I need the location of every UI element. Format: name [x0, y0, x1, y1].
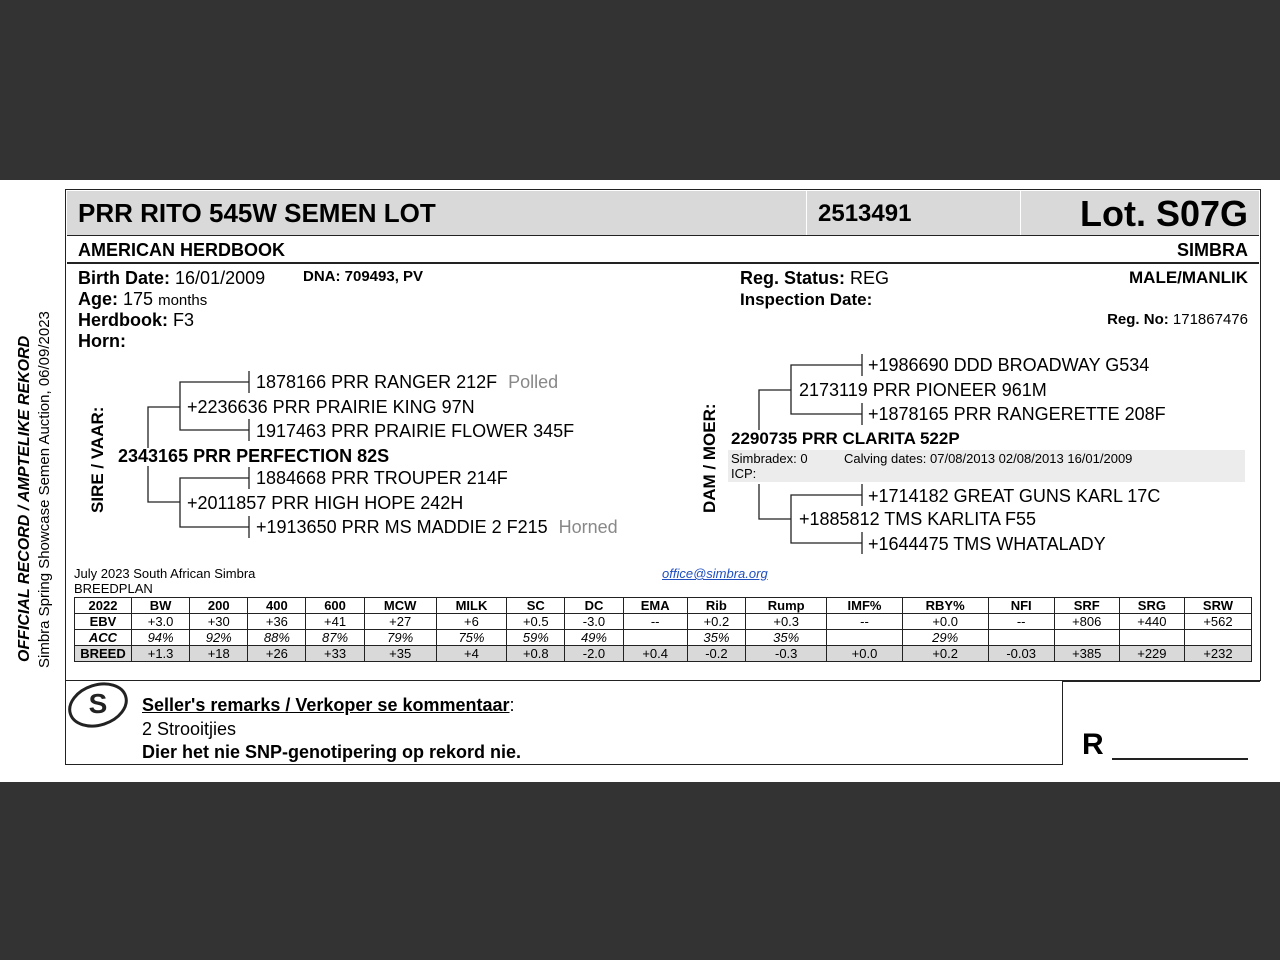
reg-no-label: Reg. No: [1107, 311, 1169, 328]
table-cell: +1.3 [132, 646, 190, 662]
table-cell: 79% [364, 630, 436, 646]
table-cell: +26 [248, 646, 306, 662]
reg-id: 2513491 [818, 200, 912, 227]
table-cell: +0.0 [902, 614, 988, 630]
dam-sire: 2173119 PRR PIONEER 961M [799, 380, 1047, 400]
sire-dam: +2011857 PRR HIGH HOPE 242H [187, 493, 464, 513]
table-cell: -- [988, 614, 1054, 630]
table-cell: SC [507, 598, 565, 614]
table-cell: SRF [1054, 598, 1119, 614]
remarks-title: Seller's remarks / Verkoper se kommentaar [142, 695, 510, 715]
table-cell [827, 630, 902, 646]
dam-dam: +1885812 TMS KARLITA F55 [799, 509, 1036, 529]
table-cell: RBY% [902, 598, 988, 614]
table-cell: 29% [902, 630, 988, 646]
table-cell: +33 [306, 646, 364, 662]
price-input-line[interactable] [1112, 758, 1248, 760]
official-record-label: OFFICIAL RECORD / AMPTELIKE REKORD [16, 335, 33, 662]
dna-info: DNA: 709493, PV [303, 268, 424, 285]
dam-name: 2290735 PRR CLARITA 522P [731, 429, 960, 448]
remarks-line-2: Dier het nie SNP-genotipering op rekord nie. [142, 742, 522, 762]
table-cell: -0.03 [988, 646, 1054, 662]
table-cell: +0.2 [902, 646, 988, 662]
icp-label: ICP: [731, 466, 757, 481]
horn-label: Horn: [78, 331, 126, 351]
table-cell: +6 [436, 614, 507, 630]
sire-dam-sire: 1884668 PRR TROUPER 214F [256, 468, 508, 488]
herdbook-org: AMERICAN HERDBOOK [78, 240, 285, 260]
age-unit: months [158, 292, 208, 309]
table-cell: -- [623, 614, 687, 630]
table-cell: SRG [1119, 598, 1184, 614]
table-cell [1184, 630, 1251, 646]
simbradex: Simbradex: 0 [731, 451, 808, 466]
sire-sire-dam: 1917463 PRR PRAIRIE FLOWER 345F [256, 421, 575, 441]
birth-date-label: Birth Date: [78, 268, 171, 288]
sire-dam-dam [256, 517, 618, 538]
table-cell: 59% [507, 630, 565, 646]
herdbook-label: Herdbook: [78, 310, 168, 330]
table-cell [623, 630, 687, 646]
ebv-source: July 2023 South African Simbra [74, 566, 256, 581]
table-cell [1054, 630, 1119, 646]
table-cell: +0.0 [827, 646, 902, 662]
dam-sire-sire: +1986690 DDD BROADWAY G534 [868, 355, 1150, 375]
table-cell: +385 [1054, 646, 1119, 662]
table-cell: +0.8 [507, 646, 565, 662]
table-cell: +562 [1184, 614, 1251, 630]
table-cell: +232 [1184, 646, 1251, 662]
table-cell [988, 630, 1054, 646]
table-cell [1119, 630, 1184, 646]
table-cell: 94% [132, 630, 190, 646]
inspection-label: Inspection Date: [740, 290, 873, 309]
table-cell: NFI [988, 598, 1054, 614]
dam-sire-dam: +1878165 PRR RANGERETTE 208F [868, 404, 1166, 424]
table-cell: +30 [190, 614, 248, 630]
ebv-table [74, 597, 1252, 662]
table-cell: 88% [248, 630, 306, 646]
animal-title: PRR RITO 545W SEMEN LOT [78, 198, 436, 228]
table-cell: -2.0 [565, 646, 623, 662]
dam-dam-sire: +1714182 GREAT GUNS KARL 17C [868, 486, 1161, 506]
dam-section-label: DAM / MOER: [700, 403, 719, 513]
pedigree-entry: 1878166 PRR RANGER 212F [256, 372, 498, 392]
table-cell: +3.0 [132, 614, 190, 630]
acc-row [75, 630, 1252, 646]
table-cell: DC [565, 598, 623, 614]
remarks-line-1: 2 Strooitjies [142, 719, 237, 739]
table-cell: MILK [436, 598, 507, 614]
email-link[interactable]: office@simbra.org [662, 566, 768, 581]
polled-note: Polled [508, 372, 559, 392]
table-cell: 600 [306, 598, 364, 614]
table-cell: BW [132, 598, 190, 614]
table-cell: -3.0 [565, 614, 623, 630]
herdbook-value: F3 [173, 310, 195, 330]
table-cell: +0.5 [507, 614, 565, 630]
age-label: Age: [78, 289, 118, 309]
table-cell: 400 [248, 598, 306, 614]
reg-status-value: REG [850, 268, 890, 288]
table-cell: EMA [623, 598, 687, 614]
table-cell: 35% [687, 630, 745, 646]
remarks-title-row [142, 695, 515, 716]
price-currency: R [1082, 728, 1104, 761]
table-cell: -0.2 [687, 646, 745, 662]
table-cell: +806 [1054, 614, 1119, 630]
birth-date-value: 16/01/2009 [175, 268, 266, 288]
sex-label: MALE/MANLIK [1129, 268, 1248, 287]
lot-number: Lot. S07G [1079, 193, 1248, 234]
table-cell: 35% [745, 630, 826, 646]
table-cell: Rump [745, 598, 826, 614]
breed-avg-row [75, 646, 1252, 662]
table-cell: +0.4 [623, 646, 687, 662]
table-cell: MCW [364, 598, 436, 614]
horned-note: Horned [558, 517, 618, 537]
table-cell: +35 [364, 646, 436, 662]
table-row-label: 2022 [75, 598, 132, 614]
reg-no-value: 171867476 [1172, 311, 1248, 328]
sire-sire: +2236636 PRR PRAIRIE KING 97N [187, 397, 475, 417]
table-cell: -0.3 [745, 646, 826, 662]
auction-name-label: Simbra Spring Showcase Semen Auction, 06/09/2023 [36, 311, 53, 668]
table-cell: +229 [1119, 646, 1184, 662]
pedigree-entry: +1913650 PRR MS MADDIE 2 F215 [256, 517, 548, 537]
table-cell: +36 [248, 614, 306, 630]
table-cell: +18 [190, 646, 248, 662]
table-row-label: EBV [75, 614, 132, 630]
sire-name: 2343165 PRR PERFECTION 82S [118, 446, 390, 466]
table-cell: 75% [436, 630, 507, 646]
ebv-header-row [75, 598, 1252, 614]
age-value: 175 [123, 289, 154, 309]
reg-status-label: Reg. Status: [740, 268, 846, 288]
ebv-row [75, 614, 1252, 630]
remarks-colon: : [509, 695, 515, 715]
table-cell: +440 [1119, 614, 1184, 630]
calving-dates: Calving dates: 07/08/2013 02/08/2013 16/01/2009 [844, 451, 1133, 466]
sire-sire-sire [256, 372, 558, 393]
breed-name: SIMBRA [1177, 240, 1248, 260]
logo-letter: S [88, 688, 108, 719]
table-cell: 49% [565, 630, 623, 646]
table-cell: SRW [1184, 598, 1251, 614]
table-cell: 92% [190, 630, 248, 646]
table-cell: +0.3 [745, 614, 826, 630]
table-row-label: BREED [75, 646, 132, 662]
simbra-logo [67, 680, 127, 728]
dam-dam-dam: +1644475 TMS WHATALADY [868, 534, 1106, 554]
ebv-source-breedplan: BREEDPLAN [74, 581, 153, 596]
table-cell: +0.2 [687, 614, 745, 630]
table-cell: +4 [436, 646, 507, 662]
table-cell: IMF% [827, 598, 902, 614]
table-cell: +41 [306, 614, 364, 630]
table-cell: 200 [190, 598, 248, 614]
sire-section-label: SIRE / VAAR: [88, 406, 107, 513]
table-cell: -- [827, 614, 902, 630]
table-row-label: ACC [75, 630, 132, 646]
table-cell: +27 [364, 614, 436, 630]
table-cell: 87% [306, 630, 364, 646]
table-cell: Rib [687, 598, 745, 614]
